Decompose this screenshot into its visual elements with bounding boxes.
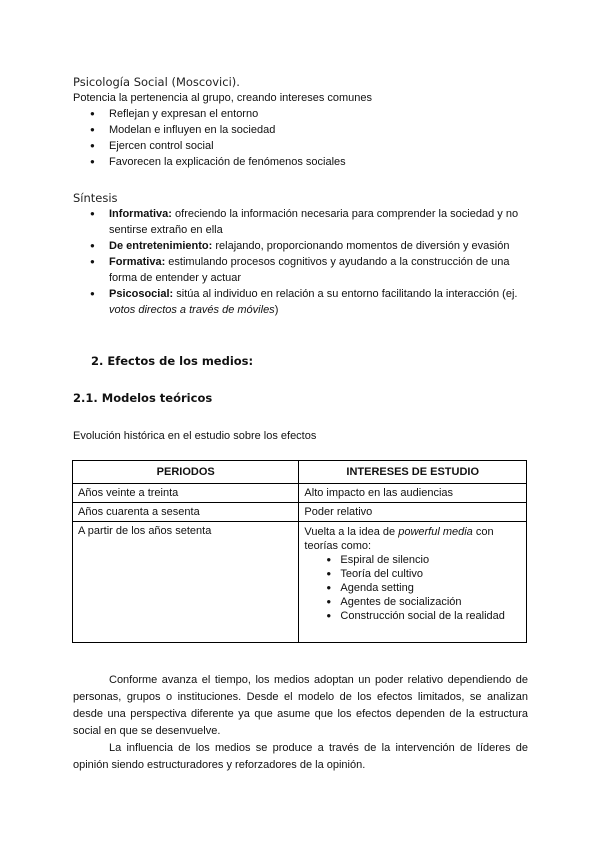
list-item	[73, 286, 528, 318]
list-item: ● Favorecen la explicación de fenómenos sociales	[73, 154, 528, 170]
table-cell: Años cuarenta a sesenta	[73, 503, 299, 522]
table-cell: Poder relativo	[299, 503, 527, 522]
list-item: ● Construcción social de la realidad	[304, 609, 521, 623]
sintesis-list	[73, 206, 528, 318]
heading-efectos: 2. Efectos de los medios:	[91, 354, 254, 368]
list-item: ● Modelan e influyen en la sociedad	[73, 122, 528, 138]
table-cell: Alto impacto en las audiencias	[299, 484, 527, 503]
paragraph: Conforme avanza el tiempo, los medios adoptan un poder relativo dependiendo de personas, grupos o instituciones. Desde el modelo de los efectos limitados, se analizan desde una perspectiva diferente ya que asume que los efectos dependen de la estructura social en que se desenvuelve.	[73, 674, 528, 737]
item-label: Psicosocial:	[109, 288, 174, 300]
list-item: ● Agenda setting	[304, 581, 521, 595]
item-label: Formativa:	[109, 256, 166, 268]
item-text: ofreciendo la información necesaria para comprender la sociedad y no sentirse extraño en ella	[109, 208, 519, 236]
cell-list	[304, 553, 521, 623]
list-item	[73, 238, 528, 254]
list-item: ● Espiral de silencio	[304, 553, 521, 567]
item-text: estimulando procesos cognitivos y ayudando a la construcción de una forma de entender y actuar	[109, 256, 510, 284]
item-text: relajando, proporcionando momentos de diversión y evasión	[212, 240, 510, 252]
list-item: ● Teoría del cultivo	[304, 567, 521, 581]
paragraph: La influencia de los medios se produce a través de la intervención de líderes de opinión siendo estructuradores y reforzadores de la opinión.	[73, 742, 528, 771]
item-text: sitúa al individuo en relación a su entorno facilitando la interacción (ej.	[173, 288, 518, 300]
list-item: ● Agentes de socialización	[304, 595, 521, 609]
list-item: ● Reflejan y expresan el entorno	[73, 106, 528, 122]
item-end: )	[274, 304, 279, 316]
cell-intro	[304, 525, 521, 553]
section-psicologia-social	[73, 74, 528, 170]
section-list	[73, 106, 528, 170]
cell-prefix: Vuelta a la idea de	[304, 526, 399, 538]
cell-suffix: con teorías como:	[304, 526, 494, 552]
sintesis-title: Síntesis	[73, 191, 118, 205]
table-caption: Evolución histórica en el estudio sobre los efectos	[73, 430, 317, 442]
item-label: De entretenimiento:	[109, 240, 213, 252]
table-row	[73, 484, 527, 503]
column-header: PERIODOS	[73, 461, 299, 484]
table-cell: A partir de los años setenta	[73, 522, 299, 643]
table-row	[73, 503, 527, 522]
list-item	[73, 206, 528, 238]
item-italic: votos directos a través de móviles	[109, 304, 275, 316]
table-row	[73, 522, 527, 643]
table-header-row	[73, 461, 527, 484]
section-title: Psicología Social (Moscovici).	[73, 75, 240, 89]
table-cell: Años veinte a treinta	[73, 484, 299, 503]
table-cell	[299, 522, 527, 643]
list-item: ● Ejercen control social	[73, 138, 528, 154]
efectos-table	[72, 460, 527, 643]
cell-italic: powerful media	[398, 526, 473, 538]
list-item	[73, 254, 528, 286]
item-label: Informativa:	[109, 208, 172, 220]
column-header: INTERESES DE ESTUDIO	[299, 461, 527, 484]
heading-modelos: 2.1. Modelos teóricos	[73, 391, 213, 405]
section-intro: Potencia la pertenencia al grupo, creando intereses comunes	[73, 92, 373, 104]
section-sintesis	[73, 190, 528, 318]
